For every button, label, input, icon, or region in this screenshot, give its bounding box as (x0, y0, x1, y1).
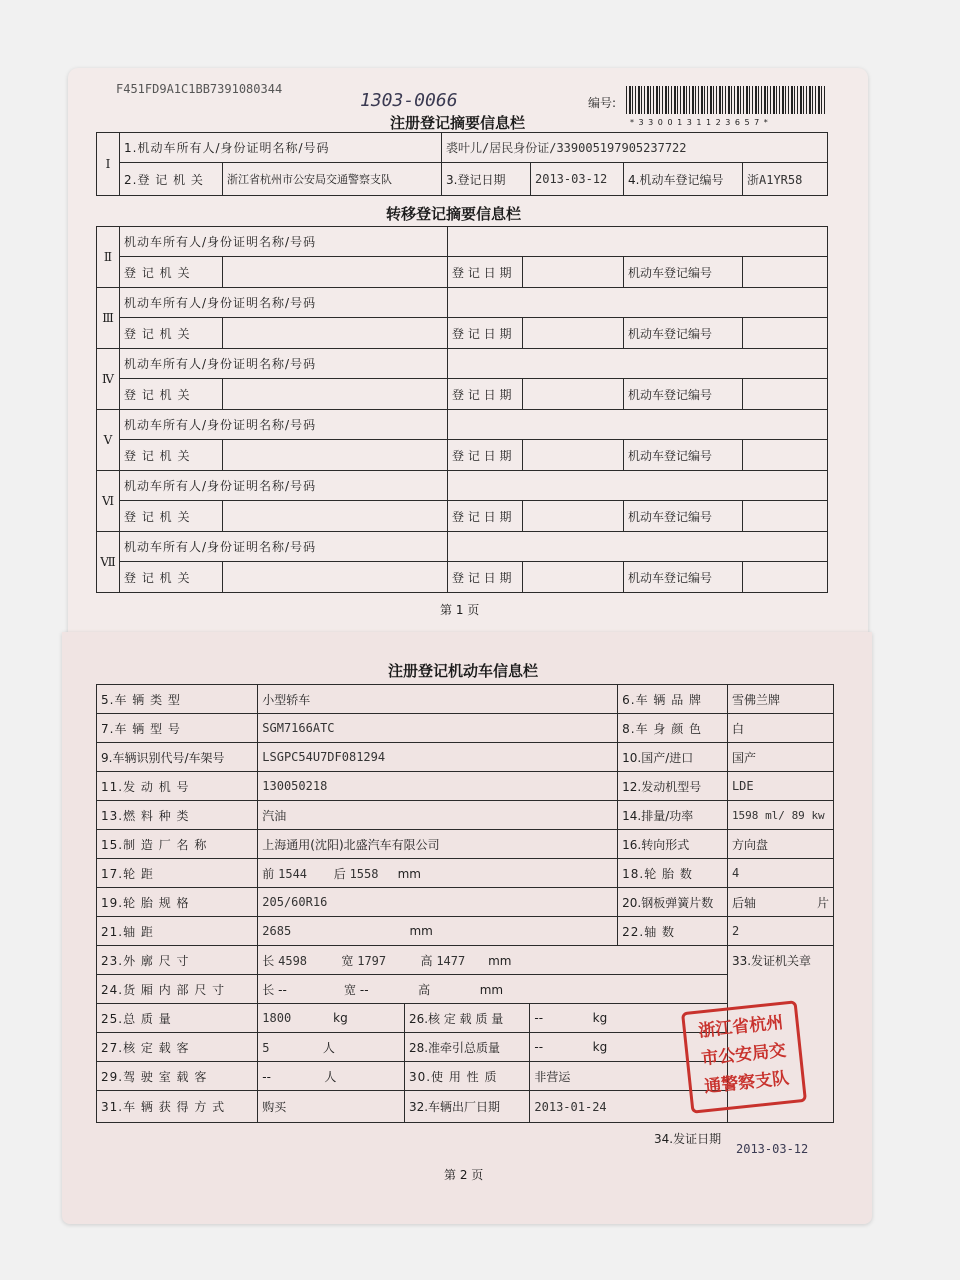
f9-label: 9.车辆识别代号/车架号 (97, 743, 258, 772)
transfer-date-label: 登 记 日 期 (448, 501, 523, 532)
transfer-detail-row (97, 440, 828, 471)
f7-value: SGM7166ATC (258, 714, 618, 743)
transfer-owner-row (97, 410, 828, 440)
transfer-owner-row (97, 227, 828, 257)
transfer-date-value (523, 379, 624, 410)
row-number: Ⅴ (97, 410, 120, 471)
transfer-owner-label: 机动车所有人/身份证明名称/号码 (120, 227, 448, 257)
owner-value: 裘叶儿/居民身份证/339005197905237722 (442, 133, 828, 163)
office-label: 2.登 记 机 关 (120, 163, 223, 196)
f29-label: 29.驾 驶 室 载 客 (97, 1062, 258, 1091)
f16-value: 方向盘 (727, 830, 833, 859)
f24-label: 24.货 厢 内 部 尺 寸 (97, 975, 258, 1004)
f17-value: 前 1544 后 1558 mm (258, 859, 618, 888)
transfer-date-value (523, 562, 624, 593)
f28-value: -- kg (530, 1033, 728, 1062)
handwritten-number: 1303-0066 (360, 90, 458, 111)
f32-value: 2013-01-24 (530, 1091, 728, 1123)
transfer-owner-row (97, 471, 828, 501)
transfer-owner-value (448, 288, 828, 318)
f12-value: LDE (727, 772, 833, 801)
transfer-detail-row (97, 501, 828, 532)
f24-value: 长 -- 宽 -- 高 mm (258, 975, 728, 1004)
barcode (626, 86, 826, 114)
f25-value: 1800 kg (258, 1004, 405, 1033)
row-number: Ⅰ (97, 133, 120, 196)
transfer-office-value (223, 562, 448, 593)
transfer-owner-label: 机动车所有人/身份证明名称/号码 (120, 288, 448, 318)
f12-label: 12.发动机型号 (618, 772, 728, 801)
f14-value: 1598 ml/ 89 kw (727, 801, 833, 830)
f5-label: 5.车 辆 类 型 (97, 685, 258, 714)
transfer-office-value (223, 379, 448, 410)
barcode-label: 编号: (588, 96, 617, 110)
transfer-office-value (223, 440, 448, 471)
f26-value: -- kg (530, 1004, 728, 1033)
f9-value: LSGPC54U7DF081294 (258, 743, 618, 772)
f14-label: 14.排量/功率 (618, 801, 728, 830)
transfer-date-label: 登 记 日 期 (448, 318, 523, 349)
serial-number: F451FD9A1C1BB7391080344 (116, 82, 283, 96)
f21-value: 2685 mm (258, 917, 618, 946)
transfer-regno-label: 机动车登记编号 (624, 501, 743, 532)
f15-value: 上海通用(沈阳)北盛汽车有限公司 (258, 830, 618, 859)
transfer-office-label: 登 记 机 关 (120, 440, 223, 471)
f6-value: 雪佛兰牌 (727, 685, 833, 714)
f29-value: -- 人 (258, 1062, 405, 1091)
transfer-office-value (223, 318, 448, 349)
f23-label: 23.外 廓 尺 寸 (97, 946, 258, 975)
f22-label: 22.轴 数 (618, 917, 728, 946)
transfer-owner-label: 机动车所有人/身份证明名称/号码 (120, 532, 448, 562)
f6-label: 6.车 辆 品 牌 (618, 685, 728, 714)
f23-value: 长 4598 宽 1797 高 1477 mm (258, 946, 728, 975)
page-number-1: 第 1 页 (440, 603, 480, 617)
f26-label: 26.核 定 载 质 量 (404, 1004, 529, 1033)
transfer-regno-value (743, 501, 828, 532)
f16-label: 16.转向形式 (618, 830, 728, 859)
regno-label: 4.机动车登记编号 (624, 163, 743, 196)
transfer-regno-value (743, 257, 828, 288)
issuing-authority-seal (681, 1000, 807, 1114)
barcode-text: * 3 3 0 0 1 3 1 1 2 3 6 5 7 * (630, 118, 769, 127)
f33-label: 33.发证机关章 (731, 954, 812, 968)
f34-value: 2013-03-12 (736, 1142, 809, 1156)
f15-label: 15.制 造 厂 名 称 (97, 830, 258, 859)
row-number: Ⅵ (97, 471, 120, 532)
f31-value: 购买 (258, 1091, 405, 1123)
f30-label: 30.使 用 性 质 (404, 1062, 529, 1091)
date-value: 2013-03-12 (531, 163, 624, 196)
registration-summary-table (96, 132, 828, 196)
f25-label: 25.总 质 量 (97, 1004, 258, 1033)
transfer-owner-label: 机动车所有人/身份证明名称/号码 (120, 349, 448, 379)
f10-value: 国产 (727, 743, 833, 772)
transfer-detail-row (97, 562, 828, 593)
transfer-regno-label: 机动车登记编号 (624, 440, 743, 471)
f13-label: 13.燃 料 种 类 (97, 801, 258, 830)
row-number: Ⅶ (97, 532, 120, 593)
transfer-owner-value (448, 349, 828, 379)
transfer-owner-value (448, 532, 828, 562)
f11-value: 130050218 (258, 772, 618, 801)
f17-label: 17.轮 距 (97, 859, 258, 888)
f30-value: 非营运 (530, 1062, 728, 1091)
transfer-owner-value (448, 227, 828, 257)
seal-text: 浙江省杭州市公安局交通警察支队 (697, 1012, 791, 1098)
f20-label: 20.钢板弹簧片数 (618, 888, 728, 917)
transfer-owner-value (448, 410, 828, 440)
row-number: Ⅳ (97, 349, 120, 410)
f5-value: 小型轿车 (258, 685, 618, 714)
transfer-owner-row (97, 349, 828, 379)
transfer-owner-row (97, 532, 828, 562)
transfer-regno-value (743, 562, 828, 593)
f18-value: 4 (727, 859, 833, 888)
transfer-date-value (523, 318, 624, 349)
transfer-summary-title: 转移登记摘要信息栏 (386, 205, 522, 223)
transfer-regno-label: 机动车登记编号 (624, 379, 743, 410)
transfer-office-label: 登 记 机 关 (120, 257, 223, 288)
vehicle-info-title: 注册登记机动车信息栏 (388, 662, 539, 680)
transfer-date-label: 登 记 日 期 (448, 562, 523, 593)
f27-label: 27.核 定 载 客 (97, 1033, 258, 1062)
transfer-office-value (223, 501, 448, 532)
transfer-regno-label: 机动车登记编号 (624, 318, 743, 349)
transfer-regno-label: 机动车登记编号 (624, 562, 743, 593)
transfer-summary-table (96, 226, 828, 593)
transfer-date-value (523, 257, 624, 288)
transfer-office-label: 登 记 机 关 (120, 318, 223, 349)
office-value: 浙江省杭州市公安局交通警察支队 (223, 163, 442, 196)
transfer-date-label: 登 记 日 期 (448, 440, 523, 471)
f21-label: 21.轴 距 (97, 917, 258, 946)
transfer-owner-value (448, 471, 828, 501)
transfer-detail-row (97, 257, 828, 288)
transfer-owner-label: 机动车所有人/身份证明名称/号码 (120, 471, 448, 501)
f19-label: 19.轮 胎 规 格 (97, 888, 258, 917)
f7-label: 7.车 辆 型 号 (97, 714, 258, 743)
regno-value: 浙A1YR58 (743, 163, 828, 196)
transfer-detail-row (97, 379, 828, 410)
transfer-regno-label: 机动车登记编号 (624, 257, 743, 288)
f10-label: 10.国产/进口 (618, 743, 728, 772)
f32-label: 32.车辆出厂日期 (404, 1091, 529, 1123)
f20-value: 后轴 片 (727, 888, 833, 917)
page-number-2: 第 2 页 (444, 1168, 484, 1182)
f11-label: 11.发 动 机 号 (97, 772, 258, 801)
date-label: 3.登记日期 (442, 163, 531, 196)
transfer-date-label: 登 记 日 期 (448, 379, 523, 410)
row-number: Ⅲ (97, 288, 120, 349)
transfer-office-label: 登 记 机 关 (120, 562, 223, 593)
f13-value: 汽油 (258, 801, 618, 830)
transfer-office-value (223, 257, 448, 288)
f8-label: 8.车 身 颜 色 (618, 714, 728, 743)
transfer-regno-value (743, 318, 828, 349)
transfer-regno-value (743, 379, 828, 410)
f18-label: 18.轮 胎 数 (618, 859, 728, 888)
transfer-detail-row (97, 318, 828, 349)
transfer-date-label: 登 记 日 期 (448, 257, 523, 288)
registration-summary-title: 注册登记摘要信息栏 (390, 114, 526, 132)
transfer-regno-value (743, 440, 828, 471)
f28-label: 28.准牵引总质量 (404, 1033, 529, 1062)
transfer-office-label: 登 记 机 关 (120, 379, 223, 410)
transfer-date-value (523, 440, 624, 471)
transfer-date-value (523, 501, 624, 532)
f27-value: 5 人 (258, 1033, 405, 1062)
transfer-owner-label: 机动车所有人/身份证明名称/号码 (120, 410, 448, 440)
f22-value: 2 (727, 917, 833, 946)
transfer-owner-row (97, 288, 828, 318)
f34-label: 34.发证日期 (654, 1132, 722, 1146)
f31-label: 31.车 辆 获 得 方 式 (97, 1091, 258, 1123)
owner-label: 1.机动车所有人/身份证明名称/号码 (120, 133, 442, 163)
f8-value: 白 (727, 714, 833, 743)
transfer-office-label: 登 记 机 关 (120, 501, 223, 532)
f19-value: 205/60R16 (258, 888, 618, 917)
row-number: Ⅱ (97, 227, 120, 288)
